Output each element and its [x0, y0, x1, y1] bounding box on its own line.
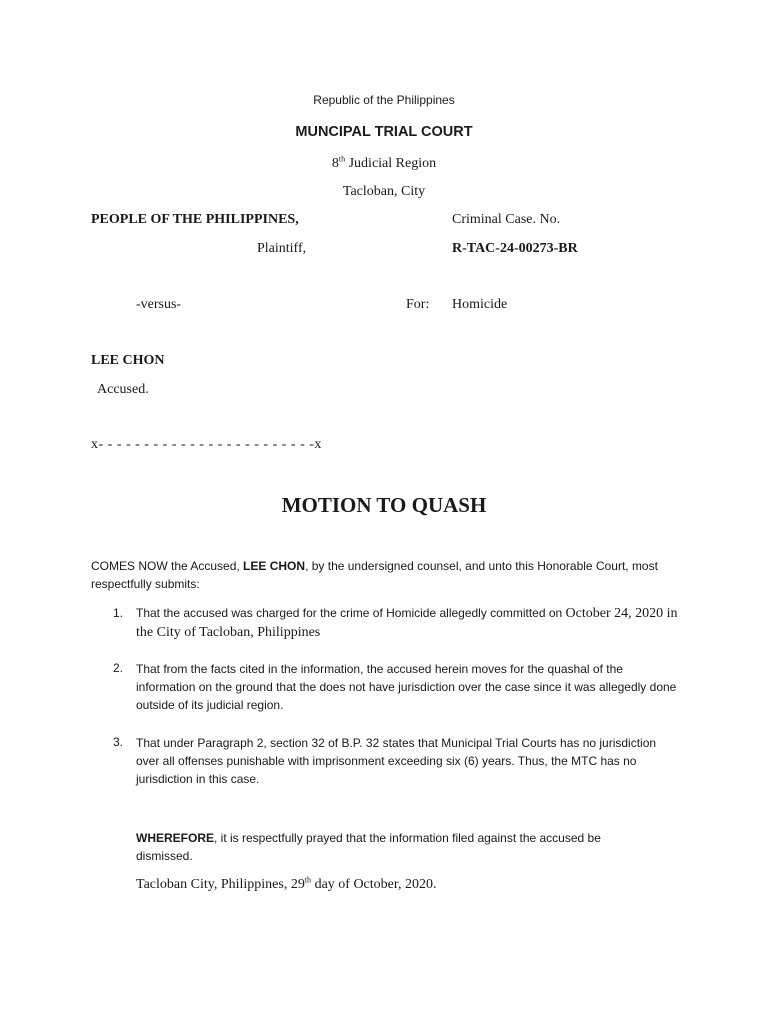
republic-heading: Republic of the Philippines [313, 93, 455, 107]
versus-label: -versus- [136, 297, 182, 312]
intro-text-start: COMES NOW the Accused, [91, 559, 244, 573]
region-number: 8 [331, 156, 339, 171]
accused-label: Accused. [97, 382, 149, 397]
region-ordinal: th [338, 154, 346, 164]
intro-accused-name: LEE CHON [243, 559, 306, 573]
closing-text-start: Tacloban City, Philippines, 29 [136, 877, 305, 892]
wherefore-label: WHEREFORE [136, 831, 214, 845]
item-date-text: October 24, 2020 in the City of Tacloban, Philippines [136, 606, 678, 640]
item-number: 1. [113, 606, 124, 620]
wherefore-text: , it is respectfully prayed that the information filed against the accused be dismissed. [136, 831, 601, 863]
wherefore-paragraph [136, 829, 656, 865]
closing-text-end: day of October, 2020. [311, 877, 437, 892]
court-city: Tacloban, City [342, 184, 426, 199]
court-name: MUNCIPAL TRIAL COURT [295, 124, 473, 140]
offense-name: Homicide [452, 297, 508, 312]
intro-paragraph [91, 557, 691, 593]
list-item: That under Paragraph 2, section 32 of B.P. 32 states that Municipal Trial Courts has no jurisdiction over all offenses punishable with imprisonment exceeding six (6) years. Thus, the MTC has no jurisdiction in this case. [136, 736, 657, 786]
caption-separator: x- - - - - - - - - - - - - - - - - - - - - - - -x [91, 437, 322, 452]
list-item [136, 604, 681, 642]
criminal-case-label: Criminal Case. No. [452, 212, 561, 227]
list-item: That from the facts cited in the information, the accused herein moves for the quashal of the information on the ground that the does not have jurisdiction over the case since it was allegedly done outside of its judicial region. [136, 662, 677, 712]
intro-text-end: , by the undersigned counsel, and unto this Honorable Court, most respectfully submits: [91, 559, 658, 591]
closing-date-line [136, 877, 436, 893]
plaintiff-name: PEOPLE OF THE PHILIPPINES, [91, 212, 299, 227]
region-text: Judicial Region [345, 156, 437, 171]
item-number: 2. [113, 661, 124, 675]
case-number: R-TAC-24-00273-BR [452, 241, 578, 256]
closing-ordinal: th [304, 875, 312, 885]
plaintiff-label: Plaintiff, [257, 241, 307, 256]
accused-name: LEE CHON [91, 353, 165, 368]
document-title: MOTION TO QUASH [281, 493, 487, 517]
judicial-region [0, 156, 768, 172]
item-number: 3. [113, 735, 124, 749]
item-text: That the accused was charged for the crime of Homicide allegedly committed on [136, 606, 566, 620]
for-label: For: [406, 297, 430, 312]
